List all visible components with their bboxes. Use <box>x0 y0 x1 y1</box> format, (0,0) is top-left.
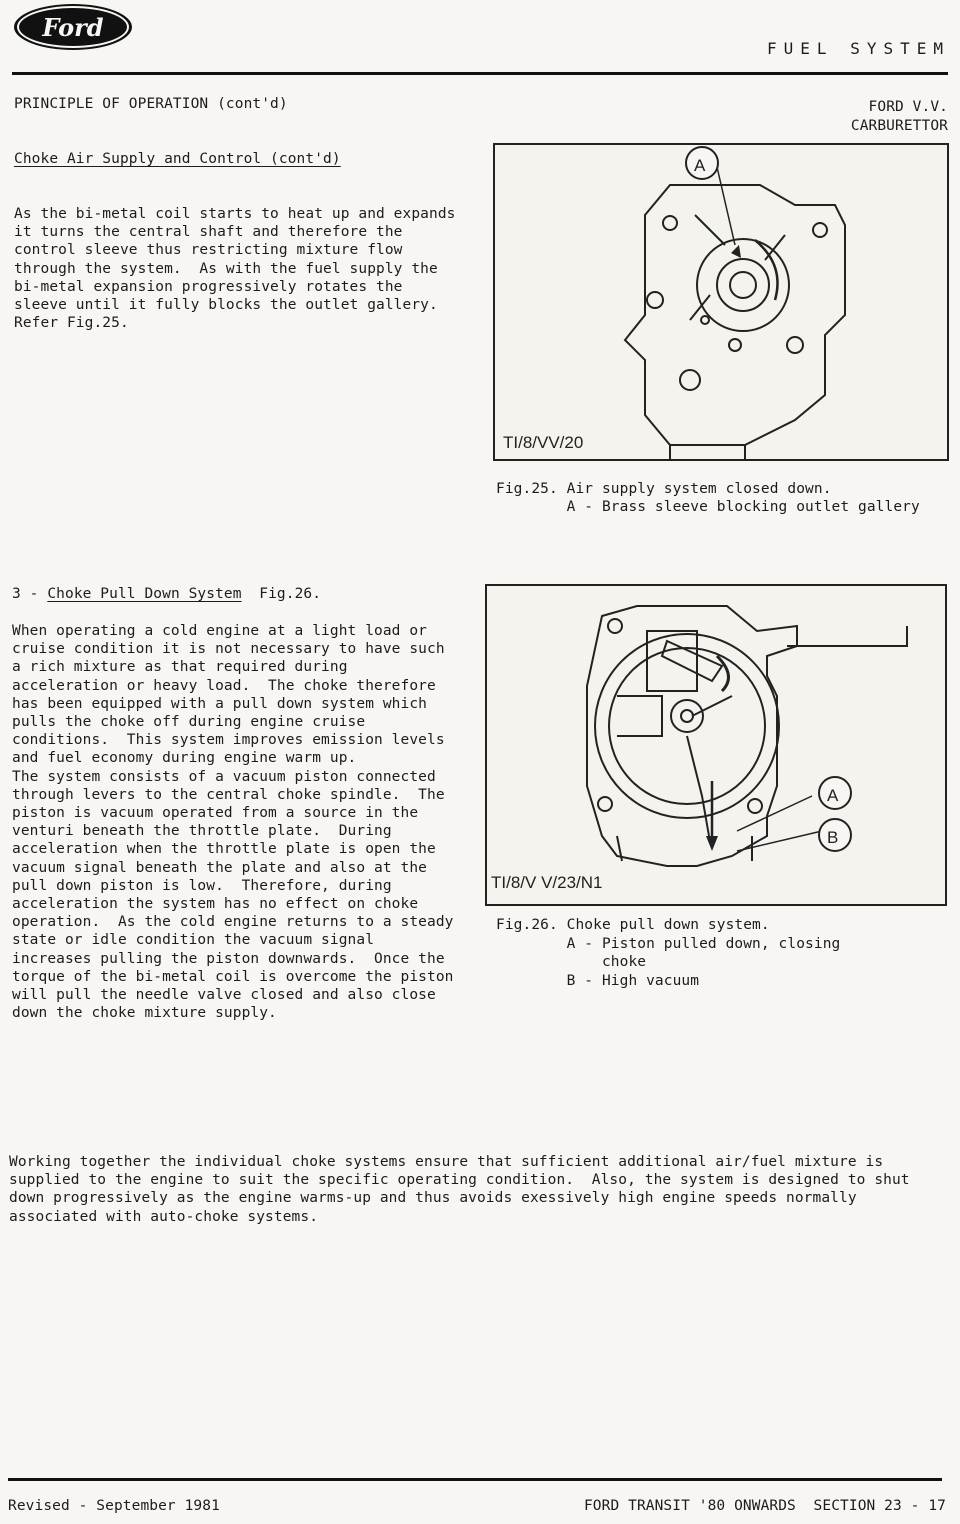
choke-air-heading: Choke Air Supply and Control (cont'd) <box>14 151 341 167</box>
header-divider <box>12 72 948 75</box>
pull-down-heading-title: Choke Pull Down System <box>47 586 242 602</box>
carburettor-air-supply-illustration <box>495 145 947 459</box>
fig26-caption-title: Fig.26. Choke pull down system. <box>496 917 770 933</box>
model-line-2: CARBURETTOR <box>850 118 948 134</box>
fig25-callout-a: A <box>694 156 706 175</box>
page-header-title: FUEL SYSTEM <box>767 39 950 58</box>
pull-down-heading-figref: Fig.26. <box>241 586 322 602</box>
fig25-reference: TI/8/VV/20 <box>503 433 584 452</box>
ford-logo <box>14 4 132 50</box>
fig25-caption-title: Fig.25. Air supply system closed down. <box>496 481 832 497</box>
figure-25 <box>493 143 949 461</box>
closing-paragraph: Working together the individual choke systems ensure that sufficient additional air/fuel mixture is supplied to the engine to suit the specific operating condition. Also, the system is designed to shut down progressively as the engine warms-up and thus avoids exessively high engine speeds normally associated with auto-choke systems. <box>9 1154 910 1225</box>
model-line-1: FORD V.V. <box>868 99 948 115</box>
footer-revised: Revised - September 1981 <box>8 1498 220 1514</box>
choke-pull-down-illustration <box>487 586 945 904</box>
choke-air-paragraph: As the bi-metal coil starts to heat up and expands it turns the central shaft and therefore the control sleeve thus restricting mixture flow through the system. As with the fuel supply the bi-metal expansion progressively rotates the sleeve until it fully blocks the outlet gallery. Refer Fig.25. <box>14 206 456 332</box>
section-heading: PRINCIPLE OF OPERATION (cont'd) <box>14 96 288 112</box>
fig26-callout-b: B <box>827 828 839 847</box>
fig26-caption-b: B - High vacuum <box>496 973 700 989</box>
figure-26 <box>485 584 947 906</box>
pull-down-heading-prefix: 3 - <box>12 586 48 602</box>
pull-down-heading <box>12 585 321 603</box>
ford-logo-text: Ford <box>17 6 129 48</box>
fig26-caption-a: A - Piston pulled down, closing <box>496 936 841 952</box>
footer-divider <box>8 1478 942 1481</box>
pull-down-paragraph: When operating a cold engine at a light load or cruise condition it is not necessary to have such a rich mixture as that required during acceleration or heavy load. The choke therefore has been equipped with a pull down system which pulls the choke off during engine cruise conditions. This system improves emission levels and fuel economy during engine warm up. The system consists of a vacuum piston connected through levers to the central choke spindle. The piston is vacuum operated from a source in the venturi beneath the throttle plate. During acceleration when the throttle plate is open the vacuum signal beneath the plate and also at the pull down piston is low. Therefore, during acceleration the system has no effect on choke operation. As the cold engine returns to a steady state or idle condition the vacuum signal increases pulling the piston downwards. Once the torque of the bi-metal coil is overcome the piston will pull the needle valve closed and also close down the choke mixture supply. <box>12 623 454 1022</box>
fig26-reference: TI/8/V V/23/N1 <box>491 873 603 892</box>
fig26-caption-a-cont: choke <box>496 954 647 970</box>
footer-publication: FORD TRANSIT '80 ONWARDS SECTION 23 - 17 <box>583 1498 946 1514</box>
fig26-callout-a: A <box>827 786 839 805</box>
fig25-caption-a: A - Brass sleeve blocking outlet gallery <box>496 499 920 515</box>
